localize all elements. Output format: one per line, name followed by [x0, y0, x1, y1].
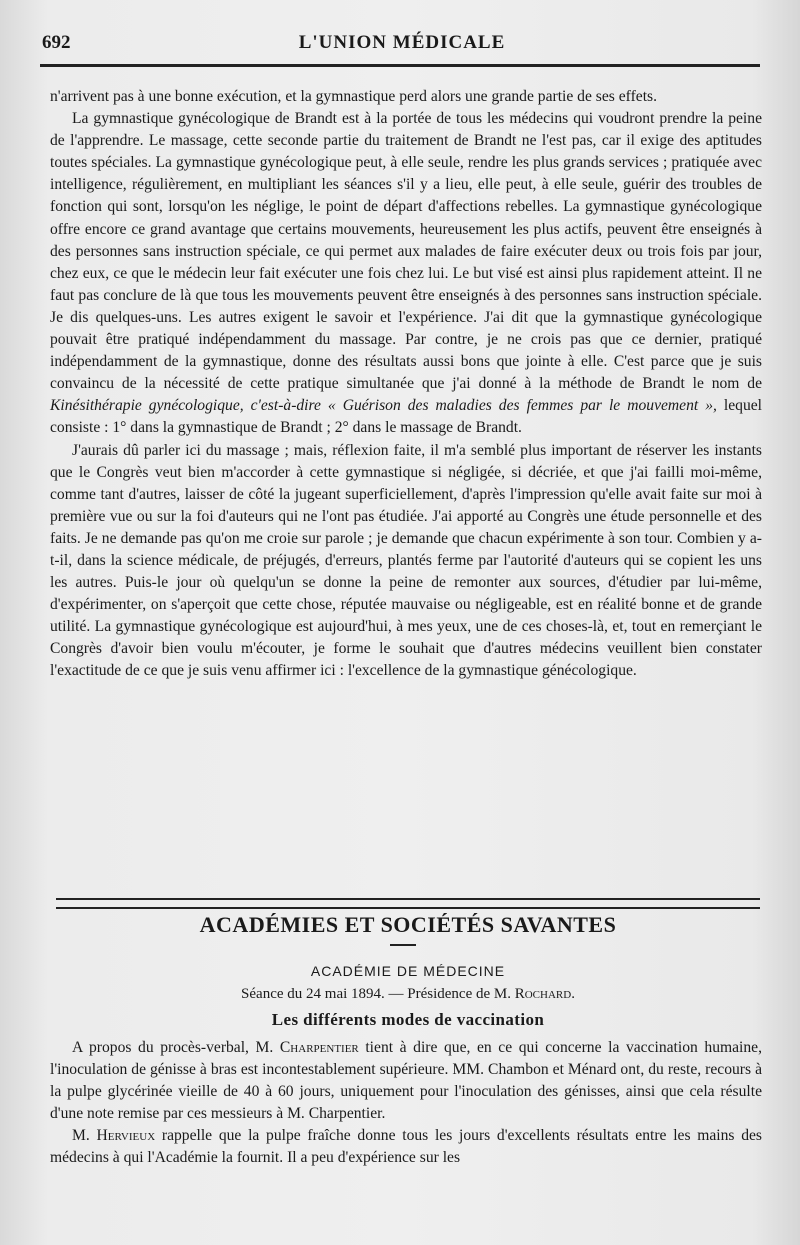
page-number: 692: [42, 32, 71, 53]
paragraph-massage: J'aurais dû parler ici du massage ; mais, réflexion faite, il m'a semblé plus important de réserver les instants que le Congrès veut bien m'accorder à cette gymnastique si négligée, si décriée, et que j'ai failli moi-même, comme tant d'autres, laisser de côté la jugeant superficiellement, d'après l'impression qu'elle avait faite sur moi à première vue ou sur la foi d'auteurs qui ne l'ont pas étudiée. J'ai apporté au Congrès une étude personnelle et des faits. Je ne demande pas qu'on me croie sur parole ; je demande que chacun expérimente à son tour. Combien y a-t-il, dans la science médicale, de préjugés, d'erreurs, plantés ferme par l'autorité d'auteurs qui se copient les uns les autres. Puis-le jour où quelqu'un se donne la peine de remonter aux sources, d'étudier par lui-même, d'expérimenter, on s'aperçoit que cette chose, réputée mauvaise ou négligeable, est en réalité bonne et de grande utilité. La gymnastique gynécologique est aujourd'hui, à mes yeux, une de ces choses-là, et, tout en remerçiant le Congrès d'avoir bien voulu m'écouter, je forme le souhait que d'autres médecins veuillent bien constater l'exactitude de ce que je suis venu affirmer ici : l'excellence de la gymnastique génécologique.: [50, 441, 762, 680]
session-suffix: .: [571, 986, 575, 1002]
running-head: [42, 30, 762, 60]
paragraph-brandt-end: lequel consiste : 1° dans la gymnastique de Brandt ; 2° dans le massage de Brandt.: [50, 397, 762, 437]
section-title: ACADÉMIES ET SOCIÉTÉS SAVANTES: [199, 912, 617, 937]
speaker-hervieux: Hervieux: [96, 1127, 156, 1145]
paragraph-brandt-text: La gymnastique gynécologique de Brandt est à la portée de tous les médecins qui voudront prendre la peine de l'apprendre. Le massage, cette seconde partie du traitement de Brandt ne l'est pas, car il exige des aptitudes toutes spéciales. La gymnastique gynécologique peut, à elle seule, rendre les plus grands services ; pratiquée avec intelligence, régulièrement, en multipliant les séances s'il y a lieu, elle peut, à elle seule, guérir des troubles de fonction qui sont, lorsqu'on les néglige, le point de départ d'affections rebelles. La gymnastique gynécologique offre encore ce grand avantage que certains mouvements, heureusement les plus actifs, peuvent être enseignés à des personnes sans instruction spéciale, ce qui permet aux malades de faire exécuter deux ou trois fois par jour, chez eux, ce que le médecin leur fait exécuter une fois chez lui. Le but visé est ainsi plus rapidement atteint. Il ne faut pas conclure de là que tous les mouvements peuvent être enseignés à des personnes sans instruction spéciale. Je dis quelques-uns. Les autres exigent le savoir et l'expérience. J'ai dit que la gymnastique gynécologique pouvait être pratiqué indépendamment du massage. Par contre, je ne crois pas que ce dernier, pratiqué indépendamment de la gymnastique, donne des résultats aussi bons que jointe à elle. C'est parce que je suis convaincu de la nécessité de cette pratique simultanée que j'ai donné à la méthode de Brandt le nom de: [50, 110, 762, 393]
p1-text: tient à dire que, en ce qui concerne la vaccination humaine, l'inoculation de génisse à bras est incontestablement supérieure. MM. Chambon et Ménard ont, du reste, recours à la pulpe glycérinée vieille de 40 à 60 jours, uniquement pour l'inoculation des génisses, ainsi que cela résulte d'une note remise par ces messieurs à M. Charpentier.: [50, 1039, 762, 1123]
section-dash: [390, 944, 416, 946]
p2-text: rappelle que la pulpe fraîche donne tous les jours d'excellents résultats entre les mains des médecins à qui l'Académie la fournit. Il a peu d'expérience sur les: [50, 1127, 762, 1167]
section-divider: [56, 898, 760, 909]
paragraph-charpentier: [50, 1037, 762, 1125]
article-body: [50, 86, 762, 683]
speaker-charpentier: Charpentier: [279, 1039, 359, 1056]
session-line: [56, 986, 760, 1003]
p1-prefix: A propos du procès-verbal, M.: [72, 1039, 280, 1056]
president-name: Rochard: [514, 986, 572, 1002]
section-body: [50, 1037, 762, 1170]
header-rule: [40, 64, 760, 67]
paragraph-continuation: n'arrivent pas à une bonne exécution, et la gymnastique perd alors une grande partie de ses effets.: [50, 88, 657, 105]
journal-title: L'UNION MÉDICALE: [298, 32, 506, 53]
subsection-title: Les différents modes de vaccination: [271, 1010, 545, 1029]
kinesitherapie-term: Kinésithérapie gynécologique, c'est-à-dire « Guérison des maladies des femmes par le mouvement »,: [50, 397, 717, 415]
paragraph-brandt: [50, 108, 762, 439]
p2-prefix: M.: [72, 1127, 97, 1145]
session-prefix: Séance du 24 mai 1894. — Présidence de M.: [241, 986, 515, 1002]
paragraph-hervieux: [50, 1125, 762, 1169]
academy-name: ACADÉMIE DE MÉDECINE: [310, 963, 506, 979]
